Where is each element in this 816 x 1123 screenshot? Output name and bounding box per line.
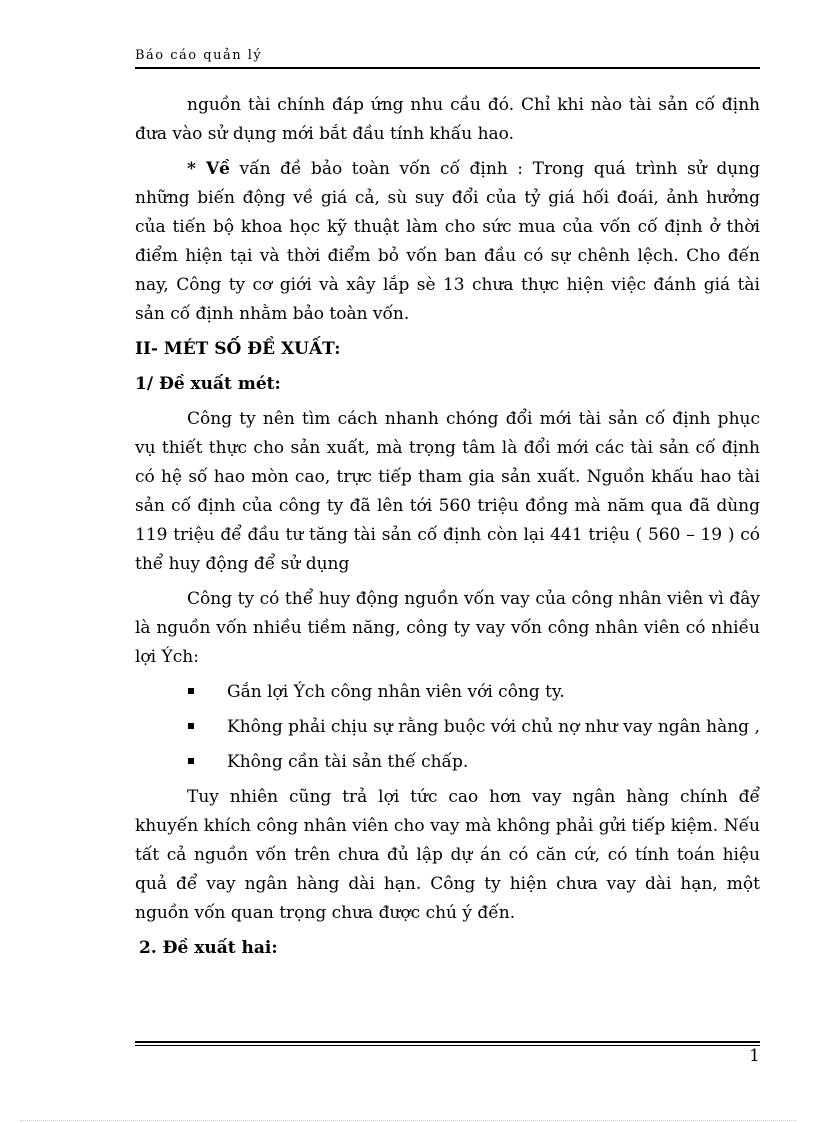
bullet-text: Gắn lợi Ých công nhân viên với công ty. (227, 682, 565, 702)
subsection-heading-1: 1/ Đề xuất mét: (135, 374, 281, 394)
paragraph-2 (135, 155, 760, 329)
document-body (135, 91, 760, 963)
bullet-item (135, 748, 760, 777)
bullet-text: Không cần tài sản thế chấp. (227, 752, 469, 772)
page-header: Báo cáo quản lý (135, 48, 263, 63)
paragraph-2-text: vấn đề bảo toàn vốn cố định : Trong quá trình sử dụng những biến động về giá cả, sù suy đổi của tỷ giá hối đoái, ảnh hưởng của tiến bộ khoa học kỹ thuật làm cho sức mua của vốn cố định ở thời điểm hiện tại và thời điểm bỏ vốn ban đầu có sự chênh lệch. Cho đến nay, Công ty cơ giới và xây lắp sè 13 chưa thực hiện việc đánh giá tài sản cố định nhằm bảo toàn vốn. (135, 159, 760, 324)
page-number: 1 (749, 1046, 760, 1066)
footer-rule-thin (135, 1045, 760, 1046)
bullet-marker-icon (188, 758, 194, 764)
page-edge-divider (20, 1120, 796, 1121)
subsection-heading-2: 2. Đề xuất hai: (139, 938, 278, 958)
paragraph-5: Tuy nhiên cũng trả lợi tức cao hơn vay ngân hàng chính để khuyến khích công nhân viên cho vay mà không phải gửi tiếp kiệm. Nếu tất cả nguồn vốn trên chưa đủ lập dự án có căn cứ, có tính toán hiệu quả để vay ngân hàng dài hạn. Công ty hiện chưa vay dài hạn, một nguồn vốn quan trọng chưa được chú ý đến. (135, 787, 760, 923)
paragraph-4: Công ty có thể huy động nguồn vốn vay của công nhân viên vì đây là nguồn vốn nhiều tiềm năng, công ty vay vốn công nhân viên có nhiều lợi Ých: (135, 589, 760, 667)
section-heading: II- MÉT SỐ ĐỀ XUẤT: (135, 339, 341, 359)
bullet-text: Không phải chịu sự rằng buộc với chủ nợ như vay ngân hàng , (227, 717, 760, 737)
footer-rule (135, 1041, 760, 1043)
header-rule (135, 67, 760, 69)
bullet-marker-icon (188, 723, 194, 729)
paragraph-3: Công ty nên tìm cách nhanh chóng đổi mới tài sản cố định phục vụ thiết thực cho sản xuất, mà trọng tâm là đổi mới các tài sản cố định có hệ số hao mòn cao, trực tiếp tham gia sản xuất. Nguồn khấu hao tài sản cố định của công ty đã lên tới 560 triệu đồng mà năm qua đã dùng 119 triệu để đầu tư tăng tài sản cố định còn lại 441 triệu ( 560 – 19 ) có thể huy động để sử dụng (135, 409, 760, 574)
bullet-item (135, 678, 760, 707)
paragraph-2-lead: * Về (187, 159, 230, 179)
bullet-item (135, 713, 760, 742)
paragraph-1: nguồn tài chính đáp ứng nhu cầu đó. Chỉ khi nào tài sản cố định đưa vào sử dụng mới bắt đầu tính khấu hao. (135, 95, 760, 144)
bullet-marker-icon (188, 688, 194, 694)
